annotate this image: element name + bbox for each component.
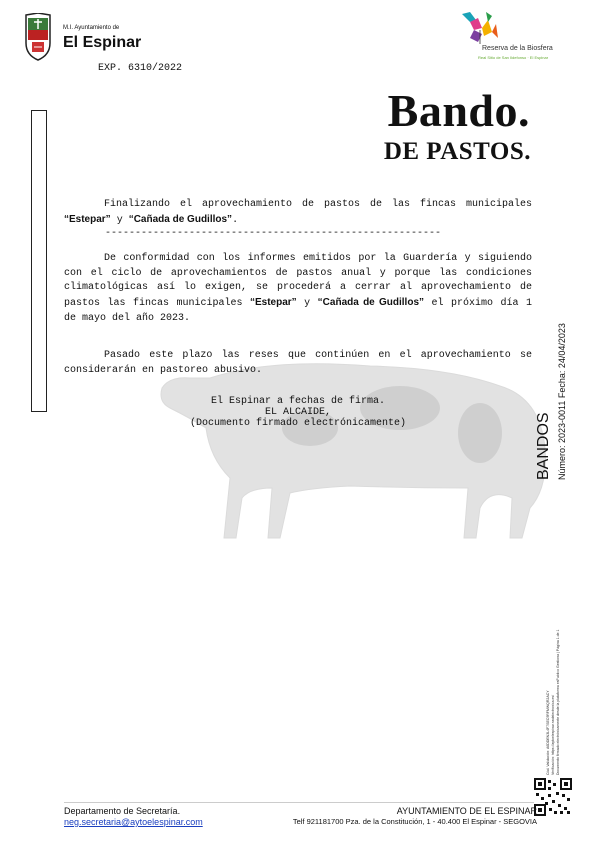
biosphere-reserve-sublabel: Real Sitio de San Ildefonso · El Espinar [478,55,549,60]
footer-email-link[interactable]: neg.secretaria@aytoelespinar.com [64,817,203,827]
paragraph-warning-text: Pasado este plazo las reses que continúen en el aprovechamiento se considerarán en pastoreo abusivo. [64,350,532,376]
coat-of-arms-icon [22,13,54,61]
period-text: . [232,215,239,226]
registry-book-label: BANDOS [535,412,552,480]
signature-role: EL ALCAIDE, [264,407,331,418]
biosphere-reserve-label: Reserva de la Biosfera [482,45,553,52]
paragraph-resolution [64,252,532,327]
verification-platform: Documento firmado electrónicamente desde la plataforma esPublico Gestiona | Página 1 de 1 [556,629,560,775]
registry-number-date: Número: 2023-0011 Fecha: 24/04/2023 [557,323,567,480]
verification-url: Verificación: https://aytoelespinar.sedelectronica.es/ [551,694,555,775]
footer-ayuntamiento: AYUNTAMIENTO DE EL ESPINAR [396,806,537,816]
paragraph-intro [64,197,532,228]
verification-code: Cód. Validación: A6DDEN3L4F7SEC9RFMWQR2ACY [546,690,550,775]
connector-text: y [296,298,318,310]
footer-department: Departamento de Secretaría. [64,806,181,816]
finca-estepar: “Estepar” [64,214,111,225]
council-small-label: M.I. Ayuntamiento de [63,25,120,31]
verification-block [546,585,576,775]
expediente-number: EXP. 6310/2022 [98,63,183,74]
finca-canada-gudillos: “Cañada de Gudillos” [128,214,233,225]
council-name: El Espinar [63,34,142,51]
registry-stamp-box [31,110,47,412]
footer-address: Telf 921181700 Pza. de la Constitución, 1 - 40.400 El Espinar - SEGOVIA [292,817,537,826]
signature-note: (Documento firmado electrónicamente) [189,418,407,429]
separator-line: -------------------------------------------------------- [105,228,442,239]
footer-divider [64,802,534,803]
finca-canada-gudillos: “Cañada de Gudillos” [317,297,425,309]
signature-place-date: El Espinar a fechas de firma. [210,396,386,407]
document-title: Bando. [387,85,530,136]
paragraph-warning [64,348,532,378]
paragraph-intro-text: Finalizando el aprovechamiento de pastos de las fincas municipales [104,199,532,210]
paragraph-resolution-text: De conformidad con los informes emitidos por la Guardería y siguiendo con el ciclo de aprovechamientos de pastos anual y porque las condiciones climatológicas así lo exigen, se procederá a cerrar al aprovechamiento de pastos las fincas municipales [64,253,532,310]
document-subtitle: DE PASTOS. [383,138,531,165]
qr-code-icon [534,778,572,816]
connector-text: y [110,215,129,226]
closing-date-text: el próximo día 1 de mayo del año 2023. [64,298,532,324]
finca-estepar: “Estepar” [250,297,297,309]
registry-stamp [535,310,575,480]
